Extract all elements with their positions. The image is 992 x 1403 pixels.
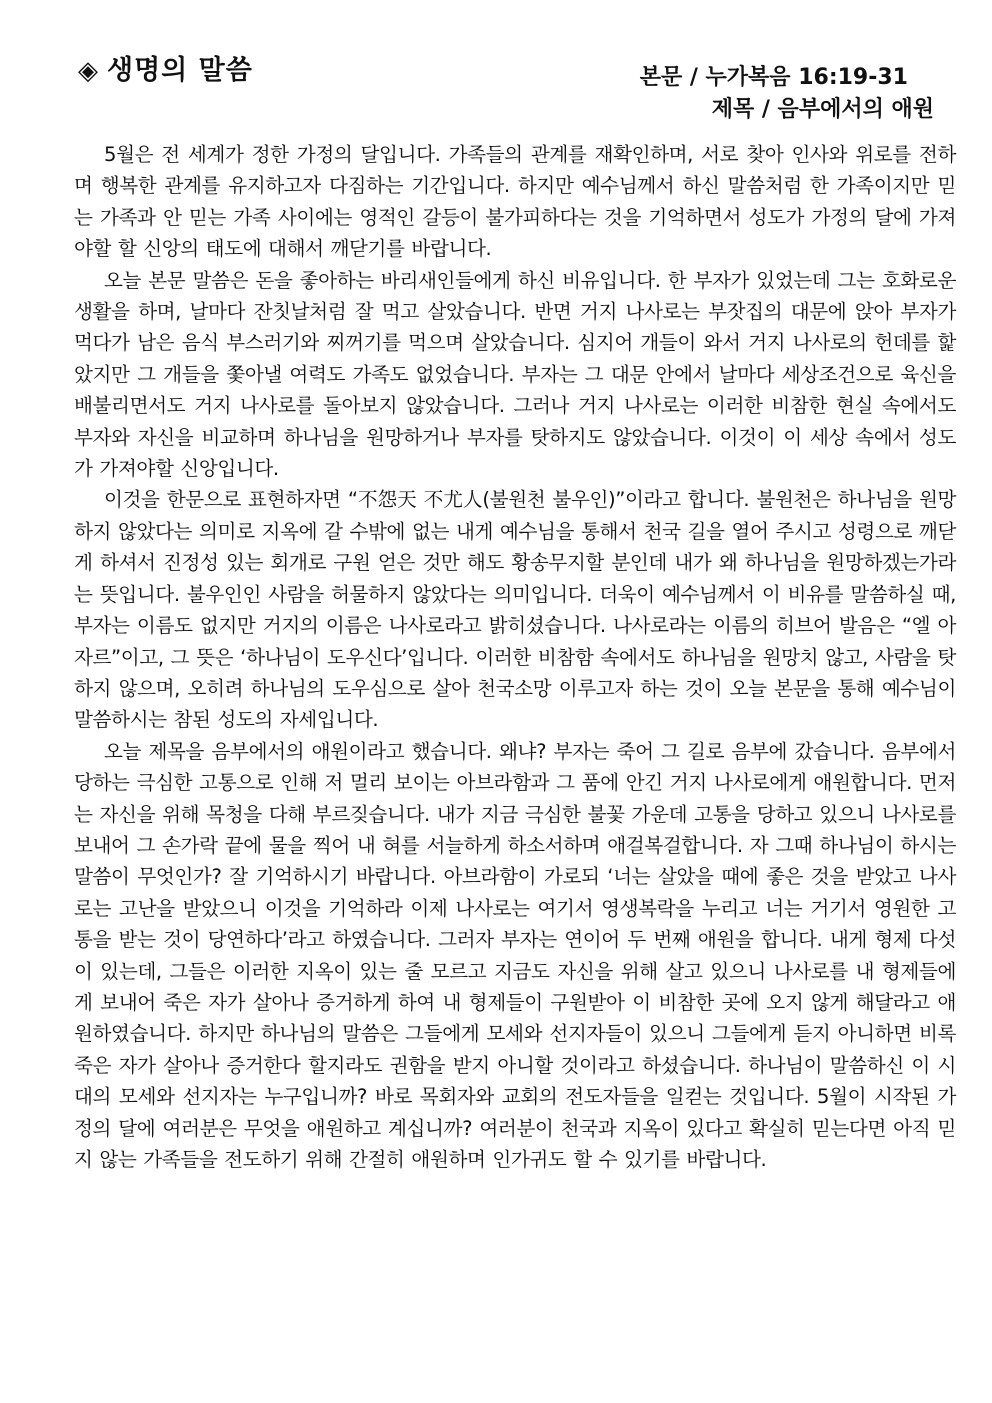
page-header — [0, 0, 992, 125]
paragraph-1: 5월은 전 세계가 정한 가정의 달입니다. 가족들의 관계를 재확인하며, 서로 찾아 인사와 위로를 전하며 행복한 관계를 유지하고자 다짐하는 기간입니다. 하지만 예수님께서 하신 말씀처럼 한 가족이지만 믿는 가족과 안 믿는 가족 사이에는 영적인 갈등이 불가피하다는 것을 기억하면서 성도가 가정의 달에 가져야할 할 신앙의 태도에 대해서 깨닫기를 바랍니다. — [74, 143, 956, 261]
paragraph-2: 오늘 본문 말씀은 돈을 좋아하는 바리새인들에게 하신 비유입니다. 한 부자가 있었는데 그는 호화로운 생활을 하며, 날마다 잔칫날처럼 잘 먹고 살았습니다. 반면 거지 나사로는 부잣집의 대문에 앉아 부자가 먹다가 남은 음식 부스러기와 찌꺼기를 먹으며 살았습니다. 심지어 개들이 와서 거지 나사로의 헌데를 핥았지만 그 개들을 쫓아낼 여력도 가족도 없었습니다. 부자는 그 대문 안에서 날마다 세상조건으로 육신을 배불리면서도 거지 나사로를 돌아보지 않았습니다. 그러나 거지 나사로는 이러한 비참한 현실 속에서도 부자와 자신을 비교하며 하나님을 원망하거나 부자를 탓하지도 않았습니다. 이것이 이 세상 속에서 성도가 가져야할 신앙입니다. — [74, 268, 956, 481]
page-title-text: 생명의 말씀 — [107, 55, 253, 86]
paragraph-4: 오늘 제목을 음부에서의 애원이라고 했습니다. 왜냐? 부자는 죽어 그 길로 음부에 갔습니다. 음부에서 당하는 극심한 고통으로 인해 저 멀리 보이는 아브라함과 그 품에 안긴 거지 나사로에게 애원합니다. 먼저는 자신을 위해 목청을 다해 부르짖습니다. 내가 지금 극심한 불꽃 가운데 고통을 당하고 있으니 나사로를 보내어 그 손가락 끝에 물을 찍어 내 혀를 서늘하게 하소서하며 애걸복걸합니다. 자 그때 하나님이 하시는 말씀이 무엇인가? 잘 기억하시기 바랍니다. 아브라함이 가로되 ‘너는 살았을 때에 좋은 것을 받았고 나사로는 고난을 받았으니 이것을 기억하라 이제 나사로는 여기서 영생복락을 누리고 너는 거기서 영원한 고통을 받는 것이 당연하다’라고 하였습니다. 그러자 부자는 연이어 두 번째 애원을 합니다. 내게 형제 다섯이 있는데, 그들은 이러한 지옥이 있는 줄 모르고 지금도 자신을 위해 살고 있으니 나사로를 내 형제들에게 보내어 죽은 자가 살아나 증거하게 하여 내 형제들이 구원받아 이 비참한 곳에 오지 않게 해달라고 애원하였습니다. 하지만 하나님의 말씀은 그들에게 모세와 선지자들이 있으니 그들에게 듣지 아니하면 비록 죽은 자가 살아나 증거한다 할지라도 권함을 받지 아니할 것이라고 하셨습니다. 하나님이 말씀하신 이 시대의 모세와 선지자는 누구입니까? 바로 목회자와 교회의 전도자들을 일컫는 것입니다. 5월이 시작된 가정의 달에 여러분은 무엇을 애원하고 계십니까? 여러분이 천국과 지옥이 있다고 확실히 믿는다면 아직 믿지 않는 가족들을 전도하기 위해 간절히 애원하며 인가귀도 할 수 있기를 바랍니다. — [74, 739, 956, 1171]
sermon-body — [74, 139, 956, 1175]
sermon-subtitle: 제목 / 음부에서의 애원 — [711, 97, 934, 122]
scripture-reference: 본문 / 누가복음 16:19-31 — [639, 65, 908, 90]
paragraph-3: 이것을 한문으로 표현하자면 “不怨天 不尤人(불원천 불우인)”이라고 합니다. 불원천은 하나님을 원망하지 않았다는 의미로 지옥에 갈 수밖에 없는 내게 예수님을 통해서 천국 길을 열어 주시고 성령으로 깨닫게 하셔서 진정성 있는 회개로 구원 얻은 것만 해도 황송무지할 분인데 내가 왜 하나님을 원망하겠는가라는 뜻입니다. 불우인인 사람을 허물하지 않았다는 의미입니다. 더욱이 예수님께서 이 비유를 말씀하실 때, 부자는 이름도 없지만 거지의 이름은 나사로라고 밝히셨습니다. 나사로라는 이름의 히브어 발음은 “엘 아자르”이고, 그 뜻은 ‘하나님이 도우신다’입니다. 이러한 비참함 속에서도 하나님을 원망치 않고, 사람을 탓하지 않으며, 오히려 하나님의 도우심으로 살아 천국소망 이루고자 하는 것이 오늘 본문을 통해 예수님이 말씀하시는 참된 성도의 자세입니다. — [74, 488, 956, 732]
page-title — [78, 48, 253, 87]
diamond-bullet-icon: ◈ — [78, 56, 99, 86]
